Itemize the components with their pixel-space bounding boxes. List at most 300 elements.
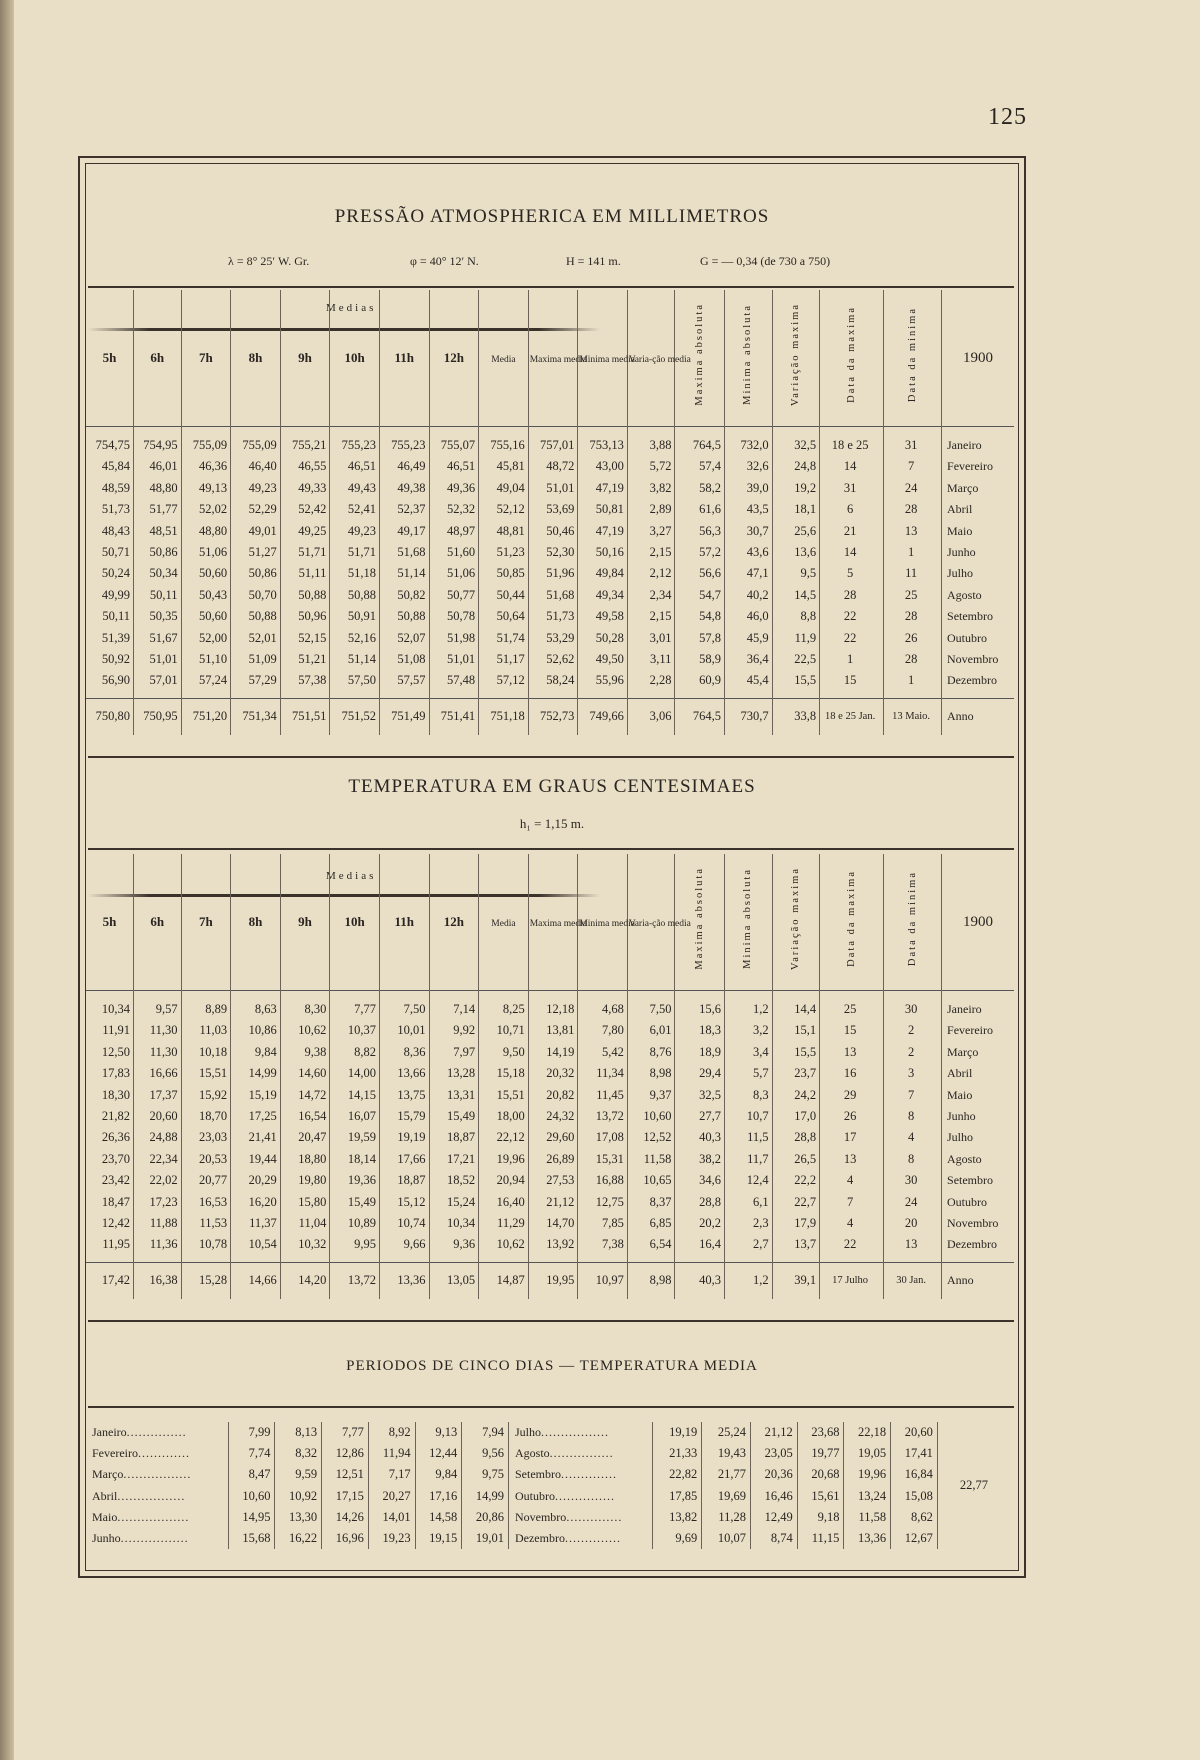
period-value: 20,27 bbox=[368, 1486, 415, 1507]
table-cell: 7,85 bbox=[578, 1213, 628, 1234]
table-cell: 50,60 bbox=[181, 563, 231, 584]
table-cell: 6,85 bbox=[627, 1213, 675, 1234]
table-cell: 50,86 bbox=[231, 563, 281, 584]
table-cell: 22,5 bbox=[772, 649, 820, 670]
annual-cell: 3,06 bbox=[627, 698, 675, 735]
table-cell: 18,80 bbox=[280, 1149, 330, 1170]
temperature-header-label: 10h bbox=[344, 914, 365, 930]
table-cell: 17,21 bbox=[429, 1149, 479, 1170]
table-cell: 57,12 bbox=[479, 670, 529, 698]
table-cell: 7,38 bbox=[578, 1234, 628, 1262]
period-month-label bbox=[86, 1486, 228, 1507]
dot-leader: ............... bbox=[554, 1488, 615, 1503]
table-cell: 753,13 bbox=[578, 427, 628, 457]
period-month-text: Novembro bbox=[514, 1509, 567, 1524]
table-cell: 25 bbox=[820, 991, 884, 1021]
annual-cell: 30 Jan. bbox=[884, 1262, 942, 1299]
table-row bbox=[86, 649, 1014, 670]
table-cell: 15,18 bbox=[479, 1063, 529, 1084]
period-value: 15,68 bbox=[228, 1528, 275, 1549]
table-cell: 30,7 bbox=[725, 521, 773, 542]
annual-cell: 13,36 bbox=[379, 1262, 429, 1299]
temperature-header-label: Data da minima bbox=[906, 871, 918, 967]
table-cell: 19,2 bbox=[772, 478, 820, 499]
table-cell: 5,7 bbox=[725, 1063, 773, 1084]
table-cell: 755,23 bbox=[330, 427, 380, 457]
temperature-header-label: Maxima absoluta bbox=[693, 867, 705, 971]
table-cell: 8,3 bbox=[725, 1085, 773, 1106]
annual-cell: 730,7 bbox=[725, 698, 773, 735]
table-cell: 755,09 bbox=[181, 427, 231, 457]
period-month-text: Setembro bbox=[514, 1467, 561, 1482]
table-cell: 52,29 bbox=[231, 499, 281, 520]
table-row bbox=[86, 991, 1014, 1021]
table-cell: 50,34 bbox=[134, 563, 182, 584]
table-cell: 46,40 bbox=[231, 456, 281, 477]
annual-cell: 752,73 bbox=[528, 698, 578, 735]
table-cell: 18,52 bbox=[429, 1170, 479, 1191]
table-cell: 18,9 bbox=[675, 1042, 725, 1063]
table-cell: 21,12 bbox=[528, 1192, 578, 1213]
pressure-param-altitude: H = 141 m. bbox=[566, 254, 621, 268]
table-cell: 20 bbox=[884, 1213, 942, 1234]
annual-cell: 10,97 bbox=[578, 1262, 628, 1299]
table-cell: 754,75 bbox=[86, 427, 134, 457]
pressure-header-variacao-maxima bbox=[772, 290, 820, 427]
period-row bbox=[86, 1422, 1014, 1443]
table-cell: 18,47 bbox=[86, 1192, 134, 1213]
annual-cell: 8,98 bbox=[627, 1262, 675, 1299]
table-cell: 8,25 bbox=[479, 991, 529, 1021]
period-value: 17,41 bbox=[891, 1443, 938, 1464]
month-label: Abril bbox=[947, 502, 973, 517]
table-cell: 11,03 bbox=[181, 1020, 231, 1041]
period-value: 19,19 bbox=[653, 1422, 702, 1443]
table-cell: 49,01 bbox=[231, 521, 281, 542]
table-cell: 51,96 bbox=[528, 563, 578, 584]
annual-cell: 19,95 bbox=[528, 1262, 578, 1299]
table-cell: 51,21 bbox=[280, 649, 330, 670]
pressure-header-10h bbox=[330, 290, 380, 427]
table-cell: 22 bbox=[820, 1234, 884, 1262]
table-cell: 11,91 bbox=[86, 1020, 134, 1041]
dot-leader: ................. bbox=[541, 1425, 609, 1439]
table-cell: 16,66 bbox=[134, 1063, 182, 1084]
table-cell: 21,82 bbox=[86, 1106, 134, 1127]
table-cell: 50,81 bbox=[578, 499, 628, 520]
table-cell: 55,96 bbox=[578, 670, 628, 698]
table-cell: 3,01 bbox=[627, 628, 675, 649]
table-cell: 10,18 bbox=[181, 1042, 231, 1063]
month-label: Julho bbox=[947, 1130, 974, 1145]
table-cell: 25,6 bbox=[772, 521, 820, 542]
period-value: 8,62 bbox=[891, 1507, 938, 1528]
table-cell: 50,96 bbox=[280, 606, 330, 627]
table-cell: 51,39 bbox=[86, 628, 134, 649]
month-label: Dezembro bbox=[947, 673, 997, 688]
table-cell: 47,1 bbox=[725, 563, 773, 584]
temperature-header-8h bbox=[231, 854, 281, 991]
table-cell: 8 bbox=[884, 1106, 942, 1127]
table-cell: 51,10 bbox=[181, 649, 231, 670]
table-cell: 13,66 bbox=[379, 1063, 429, 1084]
period-month-label bbox=[86, 1528, 228, 1549]
temperature-header-5h bbox=[86, 854, 134, 991]
period-row bbox=[86, 1507, 1014, 1528]
table-cell: 49,38 bbox=[379, 478, 429, 499]
table-cell: 58,24 bbox=[528, 670, 578, 698]
table-row bbox=[86, 478, 1014, 499]
period-value: 17,16 bbox=[415, 1486, 462, 1507]
temperature-header-label: Media bbox=[491, 919, 516, 930]
table-cell: 29,60 bbox=[528, 1127, 578, 1148]
pressure-bottom-rule bbox=[88, 756, 1014, 758]
table-cell: 11,29 bbox=[479, 1213, 529, 1234]
table-cell: 7 bbox=[884, 456, 942, 477]
table-cell: 43,00 bbox=[578, 456, 628, 477]
dot-leader: .............. bbox=[564, 1531, 621, 1546]
table-cell: 32,5 bbox=[772, 427, 820, 457]
table-cell: 2,34 bbox=[627, 585, 675, 606]
table-cell: 11,95 bbox=[86, 1234, 134, 1262]
table-cell: 10,62 bbox=[280, 1020, 330, 1041]
month-label: Outubro bbox=[947, 630, 988, 645]
table-cell: 6,1 bbox=[725, 1192, 773, 1213]
table-cell: 11,30 bbox=[134, 1042, 182, 1063]
table-cell: 5,72 bbox=[627, 456, 675, 477]
table-cell: 49,13 bbox=[181, 478, 231, 499]
period-value: 7,77 bbox=[322, 1422, 369, 1443]
month-label: Março bbox=[947, 480, 979, 495]
annual-cell: 749,66 bbox=[578, 698, 628, 735]
table-cell: 28 bbox=[884, 606, 942, 627]
table-cell: 15,49 bbox=[330, 1192, 380, 1213]
table-cell: 51,98 bbox=[429, 628, 479, 649]
annual-cell: 750,80 bbox=[86, 698, 134, 735]
table-cell: 11,58 bbox=[627, 1149, 675, 1170]
annual-cell: 13 Maio. bbox=[884, 698, 942, 735]
table-cell: 50,88 bbox=[330, 585, 380, 606]
table-cell: 52,41 bbox=[330, 499, 380, 520]
table-cell: 9,92 bbox=[429, 1020, 479, 1041]
period-value: 16,22 bbox=[275, 1528, 322, 1549]
table-cell: 2,89 bbox=[627, 499, 675, 520]
period-value: 8,92 bbox=[368, 1422, 415, 1443]
table-cell: 49,43 bbox=[330, 478, 380, 499]
table-cell: 14,4 bbox=[772, 991, 820, 1021]
table-cell: 11,53 bbox=[181, 1213, 231, 1234]
temperature-header-label: 7h bbox=[198, 914, 213, 930]
month-label: Maio bbox=[947, 1087, 973, 1102]
table-cell: 17,23 bbox=[134, 1192, 182, 1213]
table-cell: 52,12 bbox=[479, 499, 529, 520]
period-value: 22,82 bbox=[653, 1464, 702, 1485]
month-label: Junho bbox=[947, 1109, 976, 1124]
month-label: Julho bbox=[947, 566, 974, 581]
table-cell: 18,1 bbox=[772, 499, 820, 520]
period-value: 12,44 bbox=[415, 1443, 462, 1464]
table-cell: 755,16 bbox=[479, 427, 529, 457]
table-cell: 16,07 bbox=[330, 1106, 380, 1127]
month-label: Dezembro bbox=[947, 1237, 997, 1252]
period-month-text: Fevereiro bbox=[92, 1446, 138, 1461]
temperature-header-10h bbox=[330, 854, 380, 991]
temperature-header-label: 8h bbox=[248, 914, 263, 930]
period-value: 12,86 bbox=[322, 1443, 369, 1464]
table-cell: 10,32 bbox=[280, 1234, 330, 1262]
period-value: 17,15 bbox=[322, 1486, 369, 1507]
table-cell: 28 bbox=[884, 649, 942, 670]
table-cell: 7,50 bbox=[379, 991, 429, 1021]
temperature-title: TEMPERATURA EM GRAUS CENTESIMAES bbox=[348, 776, 756, 797]
period-value: 11,58 bbox=[844, 1507, 891, 1528]
period-value: 19,23 bbox=[368, 1528, 415, 1549]
table-cell: 29,4 bbox=[675, 1063, 725, 1084]
table-cell: 49,33 bbox=[280, 478, 330, 499]
period-value: 16,46 bbox=[751, 1486, 798, 1507]
table-row bbox=[86, 499, 1014, 520]
annual-cell: 15,28 bbox=[181, 1262, 231, 1299]
period-month-label bbox=[86, 1507, 228, 1528]
period-value: 23,68 bbox=[797, 1422, 844, 1443]
table-cell: 14,19 bbox=[528, 1042, 578, 1063]
pressure-header-data-da-maxima bbox=[820, 290, 884, 427]
table-cell: 50,92 bbox=[86, 649, 134, 670]
table-cell: 57,50 bbox=[330, 670, 380, 698]
table-cell: 12,50 bbox=[86, 1042, 134, 1063]
temperature-header-label: 5h bbox=[102, 914, 117, 930]
annual-cell: 14,87 bbox=[479, 1262, 529, 1299]
table-cell: 15,5 bbox=[772, 670, 820, 698]
pressure-header-label: Minima media bbox=[579, 355, 635, 366]
period-value: 8,74 bbox=[751, 1528, 798, 1549]
table-cell: 49,99 bbox=[86, 585, 134, 606]
period-month-label bbox=[508, 1443, 652, 1464]
table-cell: 50,35 bbox=[134, 606, 182, 627]
table-cell: 1,2 bbox=[725, 991, 773, 1021]
table-cell: 8,37 bbox=[627, 1192, 675, 1213]
table-cell: 49,23 bbox=[231, 478, 281, 499]
table-cell: 51,06 bbox=[181, 542, 231, 563]
table-cell: 2,3 bbox=[725, 1213, 773, 1234]
table-cell: 6 bbox=[820, 499, 884, 520]
table-cell: 39,0 bbox=[725, 478, 773, 499]
period-value: 7,94 bbox=[462, 1422, 509, 1443]
period-value: 7,17 bbox=[368, 1464, 415, 1485]
table-cell: 19,80 bbox=[280, 1170, 330, 1191]
table-cell: 54,8 bbox=[675, 606, 725, 627]
period-value: 9,18 bbox=[797, 1507, 844, 1528]
period-value: 20,60 bbox=[891, 1422, 938, 1443]
table-cell: 9,95 bbox=[330, 1234, 380, 1262]
table-cell: 22,12 bbox=[479, 1127, 529, 1148]
period-month-label bbox=[508, 1507, 652, 1528]
table-cell: 755,07 bbox=[429, 427, 479, 457]
table-cell: 13 bbox=[820, 1042, 884, 1063]
table-cell: 48,80 bbox=[134, 478, 182, 499]
table-cell: 22,34 bbox=[134, 1149, 182, 1170]
temperature-header-label: Data da maxima bbox=[845, 870, 857, 968]
annual-cell: 751,49 bbox=[379, 698, 429, 735]
month-label: Agosto bbox=[947, 1151, 982, 1166]
table-cell: 18,3 bbox=[675, 1020, 725, 1041]
table-cell: 24,2 bbox=[772, 1085, 820, 1106]
table-cell: 20,29 bbox=[231, 1170, 281, 1191]
table-cell: 51,23 bbox=[479, 542, 529, 563]
table-cell: 15,24 bbox=[429, 1192, 479, 1213]
period-value: 13,36 bbox=[844, 1528, 891, 1549]
page-edge bbox=[0, 0, 14, 1760]
temperature-header-maxima-media bbox=[528, 854, 587, 991]
table-cell: 19,59 bbox=[330, 1127, 380, 1148]
period-month-label bbox=[86, 1464, 228, 1485]
table-cell: 49,23 bbox=[330, 521, 380, 542]
period-value: 11,94 bbox=[368, 1443, 415, 1464]
period-value: 10,60 bbox=[228, 1486, 275, 1507]
table-cell: 22 bbox=[820, 606, 884, 627]
table-cell: 13 bbox=[884, 521, 942, 542]
table-cell: 24,88 bbox=[134, 1127, 182, 1148]
month-label: Outubro bbox=[947, 1194, 988, 1209]
table-cell: 24,32 bbox=[528, 1106, 578, 1127]
table-cell: 16 bbox=[820, 1063, 884, 1084]
table-cell: 47,19 bbox=[578, 478, 628, 499]
period-value: 16,84 bbox=[891, 1464, 938, 1485]
temperature-rule bbox=[88, 848, 1014, 850]
table-cell: 53,69 bbox=[528, 499, 578, 520]
temperature-header-label: 11h bbox=[394, 914, 414, 930]
table-cell: 14,99 bbox=[231, 1063, 281, 1084]
table-cell: 18,87 bbox=[429, 1127, 479, 1148]
month-label: Novembro bbox=[947, 652, 999, 667]
table-cell: 51,08 bbox=[379, 649, 429, 670]
table-row bbox=[86, 563, 1014, 584]
period-value: 19,15 bbox=[415, 1528, 462, 1549]
table-cell: 4,68 bbox=[578, 991, 628, 1021]
pressure-rule bbox=[88, 286, 1014, 288]
period-value: 19,43 bbox=[702, 1443, 751, 1464]
dot-leader: ................. bbox=[117, 1488, 186, 1503]
period-value: 17,85 bbox=[653, 1486, 702, 1507]
period-annual-value: 22,77 bbox=[959, 1478, 988, 1492]
table-row bbox=[86, 1042, 1014, 1063]
table-cell: 8 bbox=[884, 1149, 942, 1170]
table-cell: 11,45 bbox=[578, 1085, 628, 1106]
table-cell: 11,36 bbox=[134, 1234, 182, 1262]
period-value: 11,28 bbox=[702, 1507, 751, 1528]
temperature-header-label: Maxima media bbox=[529, 919, 587, 930]
table-cell: 48,43 bbox=[86, 521, 134, 542]
table-cell: 19,36 bbox=[330, 1170, 380, 1191]
table-cell: 20,2 bbox=[675, 1213, 725, 1234]
table-cell: 51,74 bbox=[479, 628, 529, 649]
annual-label: Anno bbox=[947, 1273, 974, 1288]
table-cell: 17,9 bbox=[772, 1213, 820, 1234]
table-cell: 2,7 bbox=[725, 1234, 773, 1262]
period-month-label bbox=[508, 1422, 652, 1443]
table-cell: 23,70 bbox=[86, 1149, 134, 1170]
table-row bbox=[86, 1063, 1014, 1084]
table-cell: 52,37 bbox=[379, 499, 429, 520]
annual-cell: 33,8 bbox=[772, 698, 820, 735]
table-cell: 46,0 bbox=[725, 606, 773, 627]
annual-cell: 13,05 bbox=[429, 1262, 479, 1299]
table-cell: 52,32 bbox=[429, 499, 479, 520]
table-cell: 9,66 bbox=[379, 1234, 429, 1262]
table-cell: 60,9 bbox=[675, 670, 725, 698]
period-month-text: Dezembro bbox=[514, 1531, 565, 1546]
pressure-header-maxima-media bbox=[528, 290, 587, 427]
pressure-header-label: 6h bbox=[150, 350, 165, 366]
table-cell: 28 bbox=[820, 585, 884, 606]
table-cell: 28,8 bbox=[675, 1192, 725, 1213]
period-value: 10,92 bbox=[275, 1486, 322, 1507]
dot-leader: .............. bbox=[566, 1509, 623, 1524]
temperature-table bbox=[86, 854, 1014, 1299]
pressure-title: PRESSÃO ATMOSPHERICA EM MILLIMETROS bbox=[334, 206, 770, 227]
table-row bbox=[86, 1106, 1014, 1127]
table-cell: 11,04 bbox=[280, 1213, 330, 1234]
table-cell: 14,5 bbox=[772, 585, 820, 606]
month-label: Setembro bbox=[947, 1173, 994, 1188]
period-value: 12,49 bbox=[751, 1507, 798, 1528]
pressure-header-label: Data da minima bbox=[906, 307, 918, 403]
table-cell: 27,7 bbox=[675, 1106, 725, 1127]
table-cell: 57,8 bbox=[675, 628, 725, 649]
table-cell: 51,14 bbox=[330, 649, 380, 670]
period-month-text: Julho bbox=[514, 1425, 541, 1439]
table-cell: 57,29 bbox=[231, 670, 281, 698]
table-cell: 51,09 bbox=[231, 649, 281, 670]
pressure-header-label: 10h bbox=[344, 350, 365, 366]
table-cell: 51,11 bbox=[280, 563, 330, 584]
pressure-header-label: Data da maxima bbox=[845, 306, 857, 404]
table-cell: 10,65 bbox=[627, 1170, 675, 1191]
month-label: Maio bbox=[947, 523, 973, 538]
temperature-header-variacao-maxima bbox=[772, 854, 820, 991]
table-cell: 764,5 bbox=[675, 427, 725, 457]
table-cell: 38,2 bbox=[675, 1149, 725, 1170]
temperature-header-7h bbox=[181, 854, 231, 991]
table-cell: 51,01 bbox=[134, 649, 182, 670]
table-cell: 15,79 bbox=[379, 1106, 429, 1127]
table-cell: 46,01 bbox=[134, 456, 182, 477]
period-value: 12,51 bbox=[322, 1464, 369, 1485]
table-cell: 18,30 bbox=[86, 1085, 134, 1106]
period-value: 20,86 bbox=[462, 1507, 509, 1528]
table-cell: 14,72 bbox=[280, 1085, 330, 1106]
table-row bbox=[86, 1192, 1014, 1213]
table-cell: 8,98 bbox=[627, 1063, 675, 1084]
period-month-text: Maio bbox=[92, 1509, 118, 1524]
table-cell: 52,62 bbox=[528, 649, 578, 670]
period-row bbox=[86, 1464, 1014, 1485]
table-cell: 7,80 bbox=[578, 1020, 628, 1041]
table-cell: 10,78 bbox=[181, 1234, 231, 1262]
table-cell: 52,00 bbox=[181, 628, 231, 649]
period-value: 9,59 bbox=[275, 1464, 322, 1485]
table-cell: 50,86 bbox=[134, 542, 182, 563]
table-cell: 51,14 bbox=[379, 563, 429, 584]
table-cell: 8,89 bbox=[181, 991, 231, 1021]
temperature-header-media bbox=[479, 854, 529, 991]
dot-leader: .................. bbox=[117, 1509, 190, 1524]
table-cell: 51,18 bbox=[330, 563, 380, 584]
period-row bbox=[86, 1528, 1014, 1549]
temperature-subtitle: h₁ = 1,15 m. bbox=[519, 816, 585, 831]
table-cell: 49,84 bbox=[578, 563, 628, 584]
table-cell: 31 bbox=[884, 427, 942, 457]
